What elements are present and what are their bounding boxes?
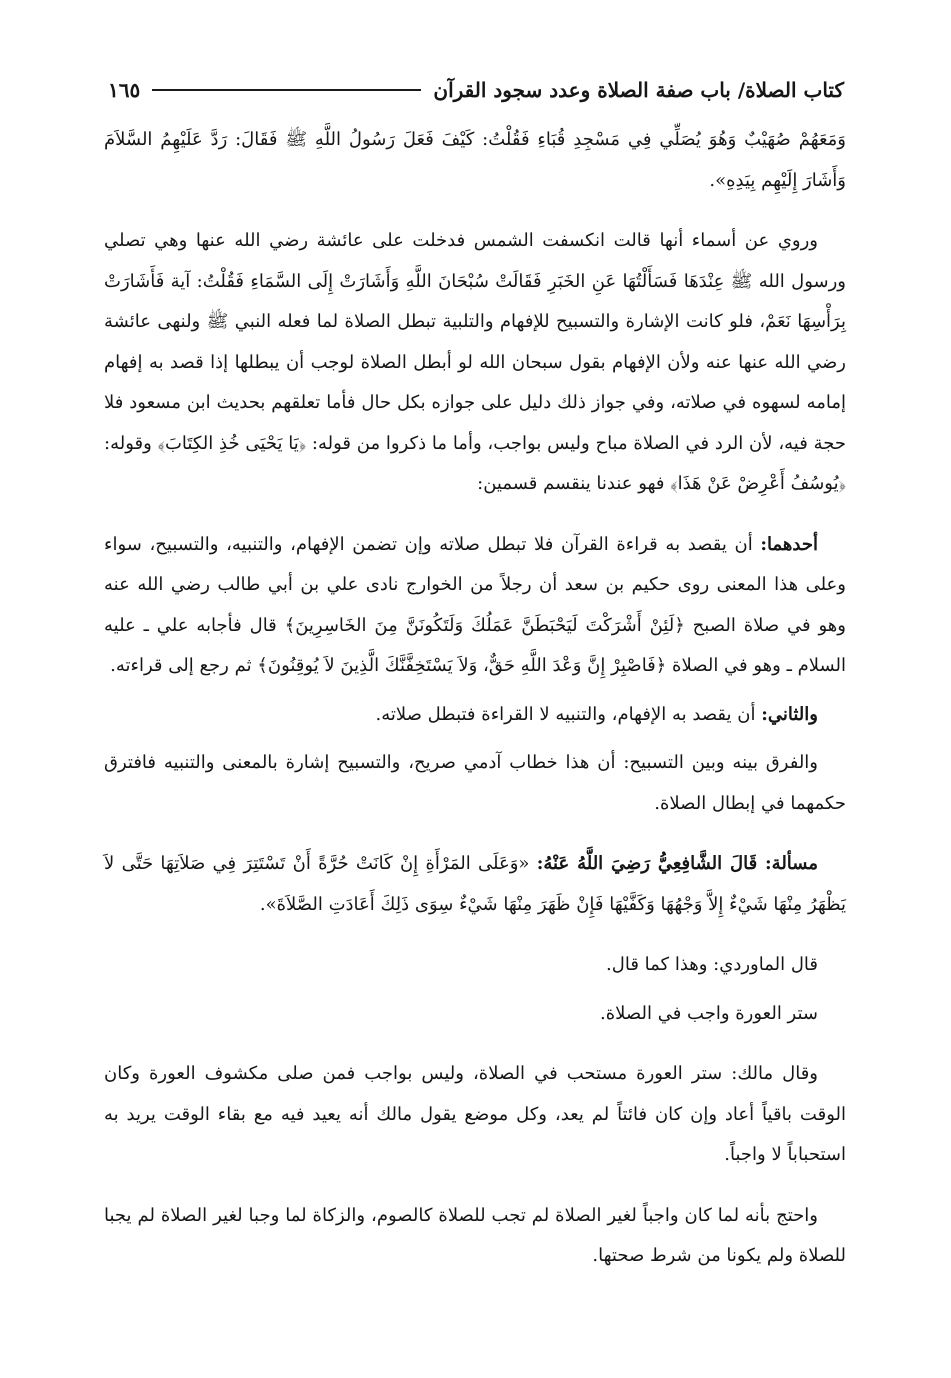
paragraph-first-case [104, 525, 846, 687]
paragraph-text: ستر العورة واجب في الصلاة. [599, 1002, 818, 1024]
paragraph-difference [104, 743, 846, 824]
running-header [108, 72, 844, 108]
paragraph-text: قال الماوردي: وهذا كما قال. [606, 954, 818, 975]
chapter-title: كتاب الصلاة/ باب صفة الصلاة وعدد سجود القرآن [433, 78, 844, 102]
term-label: والثاني: [761, 703, 818, 725]
paragraph-text: وَمَعَهُمْ صُهَيْبٌ وَهُوَ يُصَلِّي فِي مَسْجِدِ قُبَاءِ فَقُلْتُ: كَيْفَ فَعَلَ رَسُولُ اللَّهِ ﷺ فَقَالَ: رَدَّ عَلَيْهِمُ السَّلاَمَ وَأَشَارَ إِلَيْهِم بِيَدِهِ». [104, 129, 846, 191]
page-number: ١٦٥ [108, 78, 141, 102]
paragraph-hadith-continuation [104, 120, 846, 201]
paragraph-masala [104, 844, 846, 925]
paragraph-argument [104, 1196, 846, 1277]
paragraph-malik [104, 1054, 846, 1176]
term-label: مسألة: قَالَ الشَّافِعِيُّ رَضِيَ اللَّهُ عَنْهُ: [536, 853, 818, 874]
paragraph-text: وروي عن أسماء أنها قالت انكسفت الشمس فدخلت على عائشة رضي الله عنها وهي تصلي ورسول الله ﷺ عِنْدَهَا فَسَأَلْتُهَا عَنِ الخَبَرِ فَقَالَتْ سُبْحَانَ اللَّهِ وَأَشَارَتْ إِلَى السَّمَاءِ فَقُلْتُ: آية فَأَشَارَتْ بِرَأْسِهَا نَعَمْ، فلو كانت الإشارة والتسبيح للإفهام والتلبية تبطل الصلاة لما فعله النبي ﷺ ولنهى عائشة رضي الله عنها عنه ولأن الإفهام بقول سبحان الله لو أبطل الصلاة لوجب أن يبطلها إذا قصد به إفهام إمامه لسهوه في صلاته، وفي جواز ذلك دليل على جوازه بكل حال فأما تعلقهم بحديث ابن مسعود فلا حجة فيه، لأن الرد في الصلاة مباح وليس بواجب، وأما ما ذكروا من قوله: ﴿يَا يَحْيَى خُذِ الكِتَابَ﴾ وقوله: ﴿يُوسُفُ أَعْرِضْ عَنْ هَذَا﴾ فهو عندنا ينقسم قسمين: [104, 230, 846, 494]
paragraph-text: واحتج بأنه لما كان واجباً لغير الصلاة لم تجب للصلاة كالصوم، والزكاة لما وجبا لغير الصلاة لم يجبا للصلاة ولم يكونا من شرط صحتها. [104, 1204, 846, 1266]
paragraph-satr-wajib [104, 994, 846, 1035]
term-label: أحدهما: [760, 533, 818, 555]
paragraph-asma-narration [104, 221, 846, 505]
paragraph-text: أن يقصد به الإفهام، والتنبيه لا القراءة فتبطل صلاته. [375, 703, 756, 725]
paragraph-text: «وَعَلَى المَرْأَةِ إِنْ كَانَتْ حُرَّةً أَنْ تَسْتَتِرَ فِي صَلاَتِهَا حَتَّى لاَ يَظْهَرُ مِنْهَا شَيْءٌ إِلاَّ وَجْهُهَا وَكَفَّيْهَا فَإِنْ ظَهَرَ مِنْهَا شَيْءٌ سِوَى ذَلِكَ أَعَادَتِ الصَّلاَةَ». [104, 853, 846, 915]
paragraph-mawardi [104, 945, 846, 986]
paragraph-second-case [104, 695, 846, 736]
body-text [104, 120, 846, 1285]
paragraph-text: أن يقصد به قراءة القرآن فلا تبطل صلاته وإن تضمن الإفهام، والتنبيه، والتسبيح، سواء وعلى هذا المعنى روى حكيم بن سعد أن رجلاً من الخوارج نادى علي بن أبي طالب رضي الله عنه وهو في صلاة الصبح ﴿لَئِنْ أَشْرَكْتَ لَيَحْبَطَنَّ عَمَلُكَ وَلَتَكُونَنَّ مِنَ الخَاسِرِينَ﴾ قال فأجابه علي ـ عليه السلام ـ وهو في الصلاة ﴿فَاصْبِرْ إِنَّ وَعْدَ اللَّهِ حَقٌّ، وَلاَ يَسْتَخِفَّنَّكَ الَّذِينَ لاَ يُوقِنُونَ﴾ ثم رجع إلى قراءته. [104, 533, 846, 676]
header-rule [152, 89, 421, 91]
paragraph-text: وقال مالك: ستر العورة مستحب في الصلاة، وليس بواجب فمن صلى مكشوف العورة وكان الوقت باقياً أعاد وإن كان فائتاً لم يعد، وكل موضع يقول مالك أنه يعيد فيه مع بقاء الوقت يريد به استحباباً لا واجباً. [104, 1063, 846, 1165]
paragraph-text: والفرق بينه وبين التسبيح: أن هذا خطاب آدمي صريح، والتسبيح إشارة بالمعنى والتنبيه فافترق حكمهما في إبطال الصلاة. [104, 752, 846, 814]
